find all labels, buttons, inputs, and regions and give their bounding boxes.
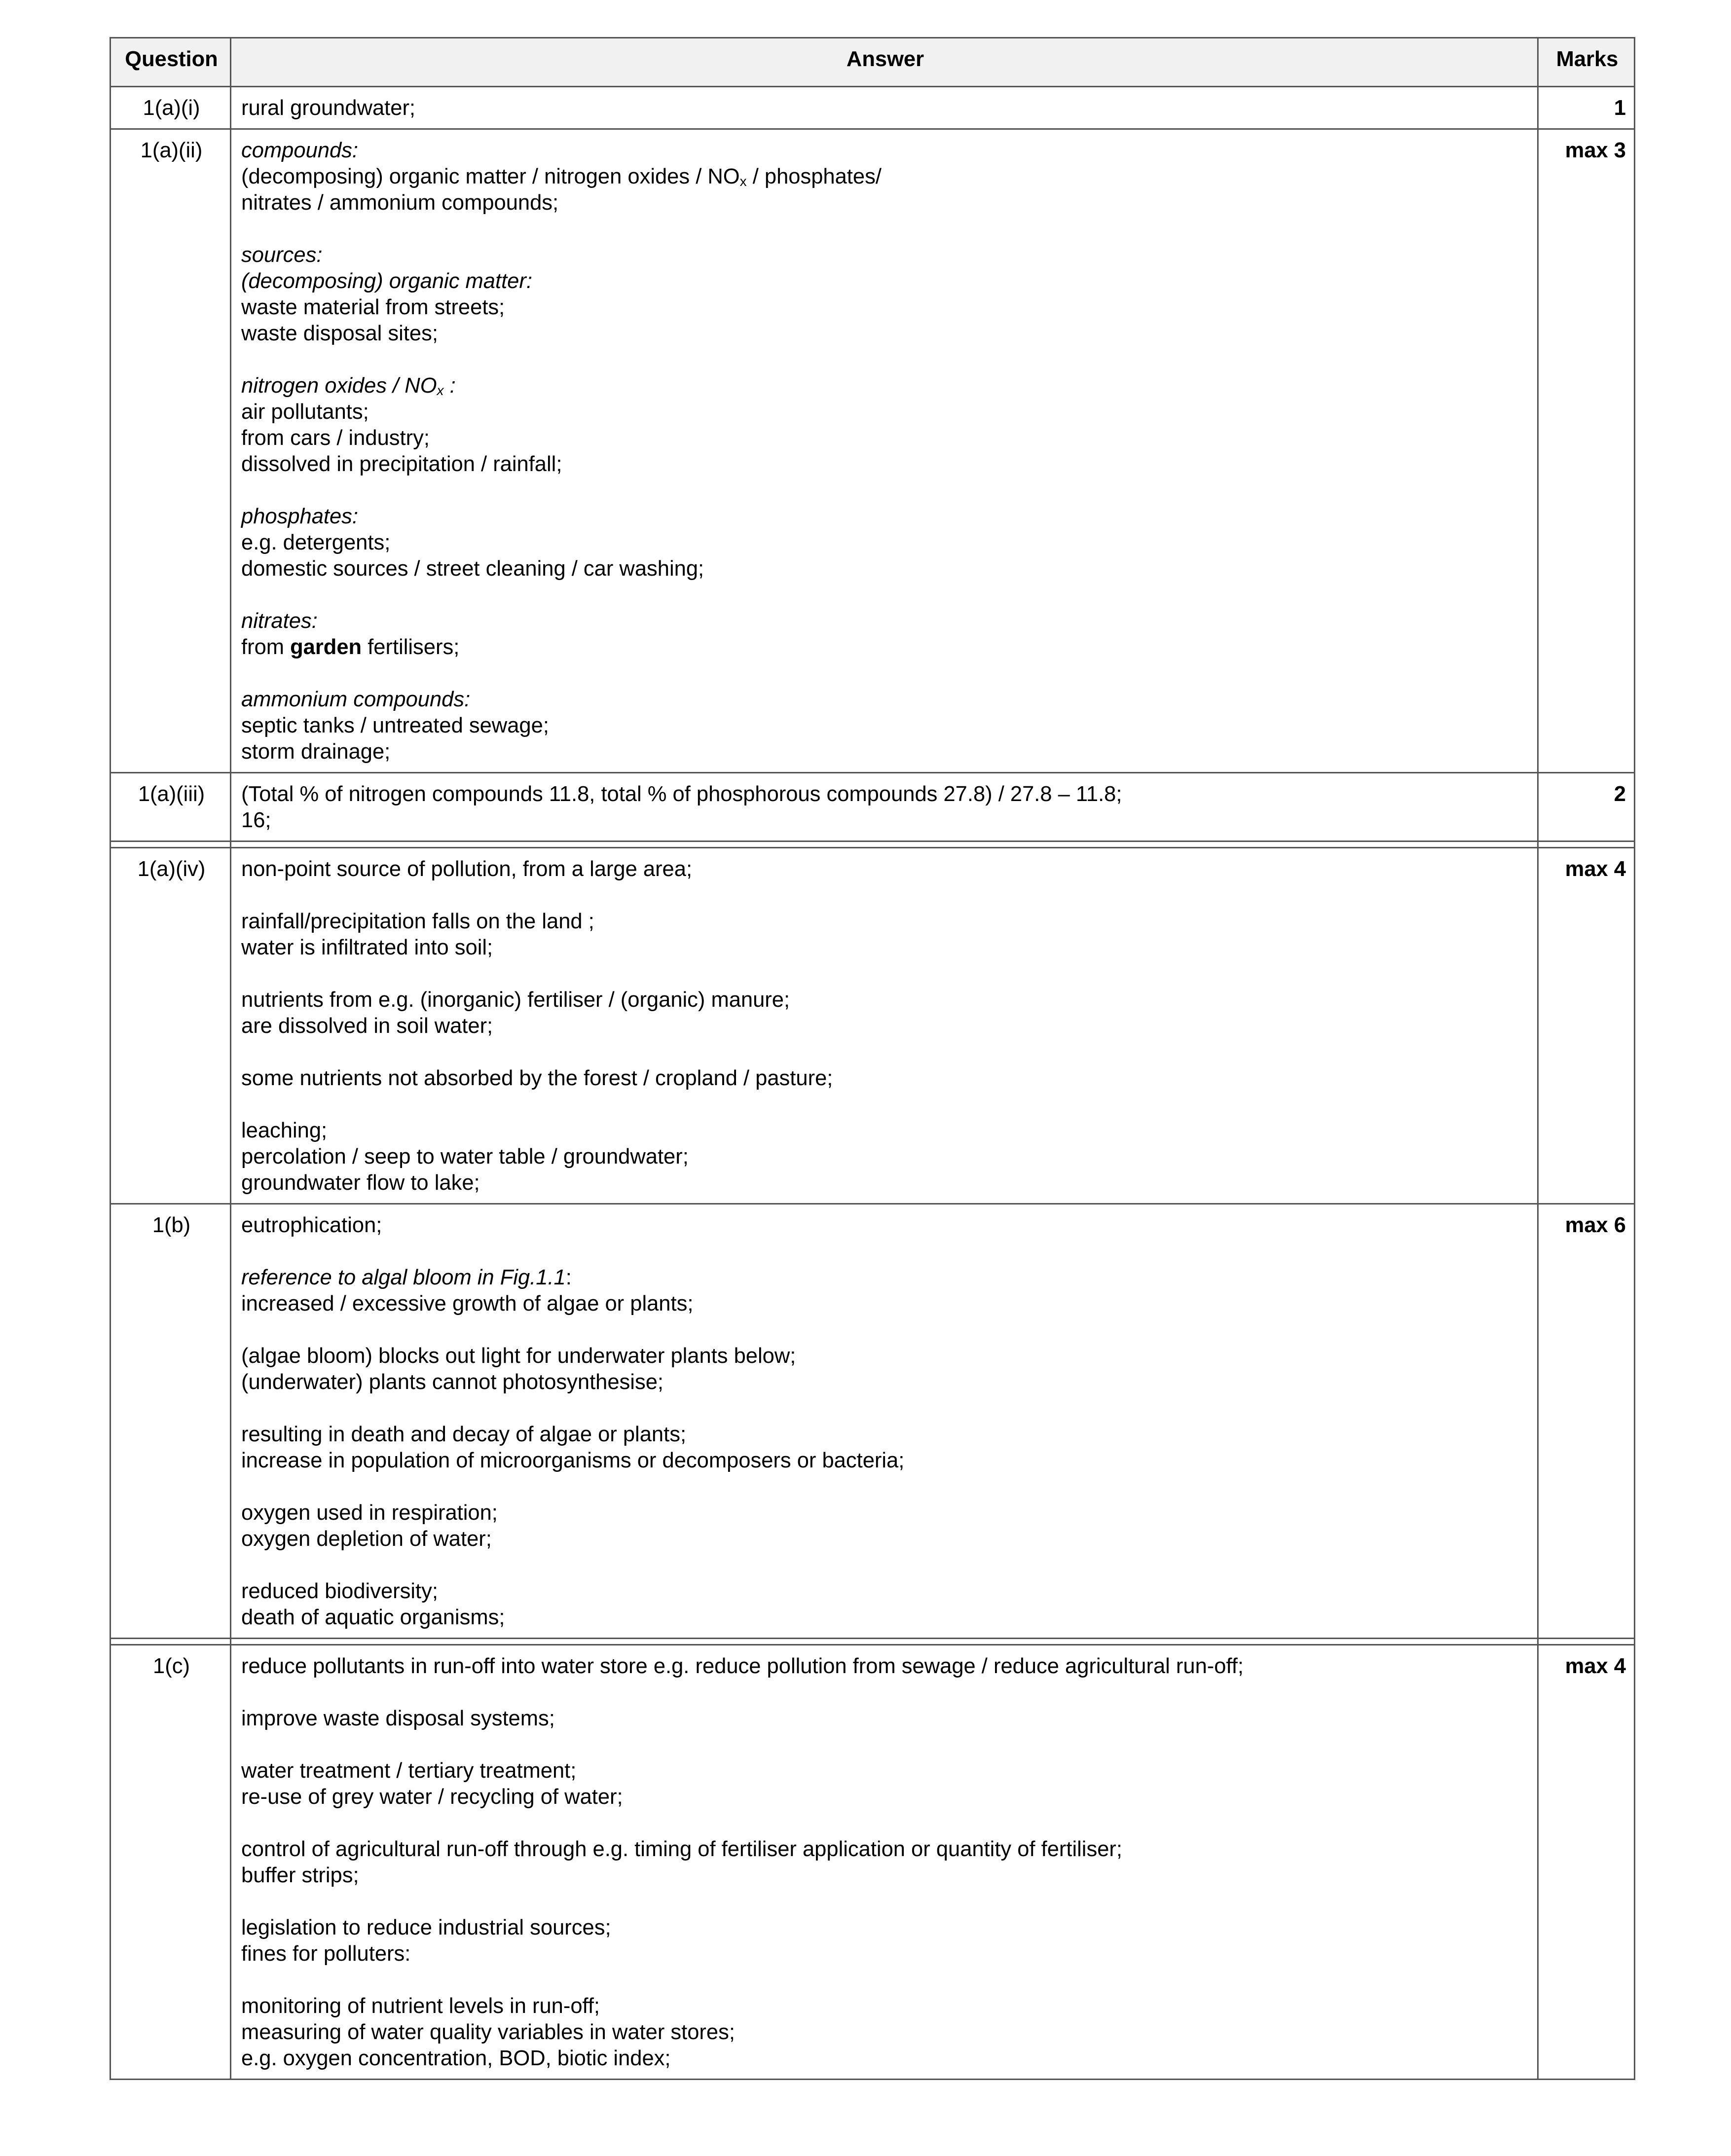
table-row xyxy=(110,129,1635,773)
answer-column-header: Answer xyxy=(231,38,1538,87)
answer-line: (algae bloom) blocks out light for underwater plants below; xyxy=(241,1344,796,1368)
answer-line: oxygen depletion of water; xyxy=(241,1527,492,1551)
marks-value: max 4 xyxy=(1538,1645,1635,2080)
answer-line: reduced biodiversity; xyxy=(241,1579,438,1603)
answer-cell xyxy=(231,848,1538,1204)
question-number: 1(a)(iii) xyxy=(110,773,231,841)
answer-line: are dissolved in soil water; xyxy=(241,1014,493,1038)
question-number: 1(b) xyxy=(110,1204,231,1639)
question-number: 1(a)(i) xyxy=(110,87,231,129)
table-row xyxy=(110,87,1635,129)
answer-subheading xyxy=(241,373,1529,399)
table-row xyxy=(110,773,1635,841)
answer-text: from xyxy=(241,635,291,659)
answer-line: increased / excessive growth of algae or plants; xyxy=(241,1292,694,1316)
question-column-header: Question xyxy=(110,38,231,87)
question-number: 1(a)(ii) xyxy=(110,129,231,773)
answer-line: death of aquatic organisms; xyxy=(241,1606,505,1629)
answer-line: control of agricultural run-off through e.g. timing of fertiliser application or quantity of fertiliser; xyxy=(241,1837,1122,1861)
answer-line: reduce pollutants in run-off into water store e.g. reduce pollution from sewage / reduce agricultural run-off; xyxy=(241,1654,1244,1678)
answer-line: non-point source of pollution, from a large area; xyxy=(241,857,693,881)
row-separator xyxy=(110,841,1635,848)
header-row xyxy=(110,38,1635,87)
answer-emphasis: garden xyxy=(290,635,362,659)
answer-line: eutrophication; xyxy=(241,1213,382,1237)
question-number: 1(a)(iv) xyxy=(110,848,231,1204)
answer-line: buffer strips; xyxy=(241,1864,359,1887)
answer-cell xyxy=(231,129,1538,773)
answer-subheading: nitrates: xyxy=(241,609,318,633)
answer-line: waste disposal sites; xyxy=(241,322,438,345)
answer-cell xyxy=(231,773,1538,841)
answer-line xyxy=(241,634,1529,660)
table-row xyxy=(110,1645,1635,2080)
answer-line: water is infiltrated into soil; xyxy=(241,936,493,959)
answer-line: from cars / industry; xyxy=(241,426,430,450)
answer-line: monitoring of nutrient levels in run-off; xyxy=(241,1994,600,2018)
answer-line: increase in population of microorganisms or decomposers or bacteria; xyxy=(241,1449,905,1472)
answer-line: nutrients from e.g. (inorganic) fertiliser / (organic) manure; xyxy=(241,988,790,1012)
answer-line: rainfall/precipitation falls on the land ; xyxy=(241,910,594,933)
subscript-x: x xyxy=(437,383,444,398)
answer-line: some nutrients not absorbed by the forest / cropland / pasture; xyxy=(241,1066,833,1090)
answer-subheading: (decomposing) organic matter: xyxy=(241,269,532,293)
answer-line: re-use of grey water / recycling of water; xyxy=(241,1785,623,1809)
marks-value: max 3 xyxy=(1538,129,1635,773)
answer-text: (decomposing) organic matter / nitrogen oxides / NO xyxy=(241,165,740,188)
question-number: 1(c) xyxy=(110,1645,231,2080)
table-row xyxy=(110,848,1635,1204)
marks-value: 2 xyxy=(1538,773,1635,841)
answer-subheading: compounds: xyxy=(241,139,358,162)
answer-line: leaching; xyxy=(241,1119,328,1142)
row-separator xyxy=(110,1639,1635,1645)
answer-line: legislation to reduce industrial sources; xyxy=(241,1916,611,1939)
answer-line: septic tanks / untreated sewage; xyxy=(241,714,549,737)
answer-line: rural groundwater; xyxy=(241,96,416,120)
answer-line: fines for polluters: xyxy=(241,1942,411,1966)
answer-line: water treatment / tertiary treatment; xyxy=(241,1759,577,1783)
answer-line: percolation / seep to water table / groundwater; xyxy=(241,1145,689,1169)
answer-line: e.g. oxygen concentration, BOD, biotic index; xyxy=(241,2046,671,2070)
marks-value: max 6 xyxy=(1538,1204,1635,1639)
answer-line: 16; xyxy=(241,808,271,832)
answer-line: waste material from streets; xyxy=(241,295,505,319)
answer-line: (underwater) plants cannot photosynthesise; xyxy=(241,1370,664,1394)
answer-subheading: phosphates: xyxy=(241,505,359,528)
answer-subheading xyxy=(241,1265,1529,1291)
table-row xyxy=(110,1204,1635,1639)
subscript-x: x xyxy=(739,174,747,189)
answer-cell xyxy=(231,1204,1538,1639)
mark-scheme-sheet xyxy=(110,37,1634,2080)
marks-value: 1 xyxy=(1538,87,1635,129)
answer-line: dissolved in precipitation / rainfall; xyxy=(241,452,562,476)
marks-column-header: Marks xyxy=(1538,38,1635,87)
answer-subheading: ammonium compounds: xyxy=(241,688,471,711)
answer-line: measuring of water quality variables in water stores; xyxy=(241,2020,735,2044)
answer-text: / phosphates/ xyxy=(746,165,882,188)
marks-value: max 4 xyxy=(1538,848,1635,1204)
answer-line xyxy=(241,164,1529,190)
answer-line: storm drainage; xyxy=(241,740,391,764)
answer-line: e.g. detergents; xyxy=(241,531,391,554)
answer-line: improve waste disposal systems; xyxy=(241,1707,555,1730)
answer-line: domestic sources / street cleaning / car washing; xyxy=(241,557,704,581)
answer-cell xyxy=(231,87,1538,129)
answer-line: (Total % of nitrogen compounds 11.8, total % of phosphorous compounds 27.8) / 27.8 – 11.8; xyxy=(241,782,1122,806)
answer-text: nitrogen oxides / NO xyxy=(241,374,437,398)
answer-cell xyxy=(231,1645,1538,2080)
answer-text: : xyxy=(565,1266,572,1289)
answer-line: groundwater flow to lake; xyxy=(241,1171,480,1195)
answer-subheading: sources: xyxy=(241,243,323,267)
answer-text: reference to algal bloom in Fig.1.1 xyxy=(241,1266,566,1289)
mark-scheme-table xyxy=(110,37,1635,2080)
answer-text: : xyxy=(443,374,456,398)
answer-line: oxygen used in respiration; xyxy=(241,1501,498,1525)
answer-line: air pollutants; xyxy=(241,400,369,424)
answer-text: fertilisers; xyxy=(362,635,460,659)
answer-line: nitrates / ammonium compounds; xyxy=(241,191,559,215)
answer-line: resulting in death and decay of algae or plants; xyxy=(241,1423,687,1446)
